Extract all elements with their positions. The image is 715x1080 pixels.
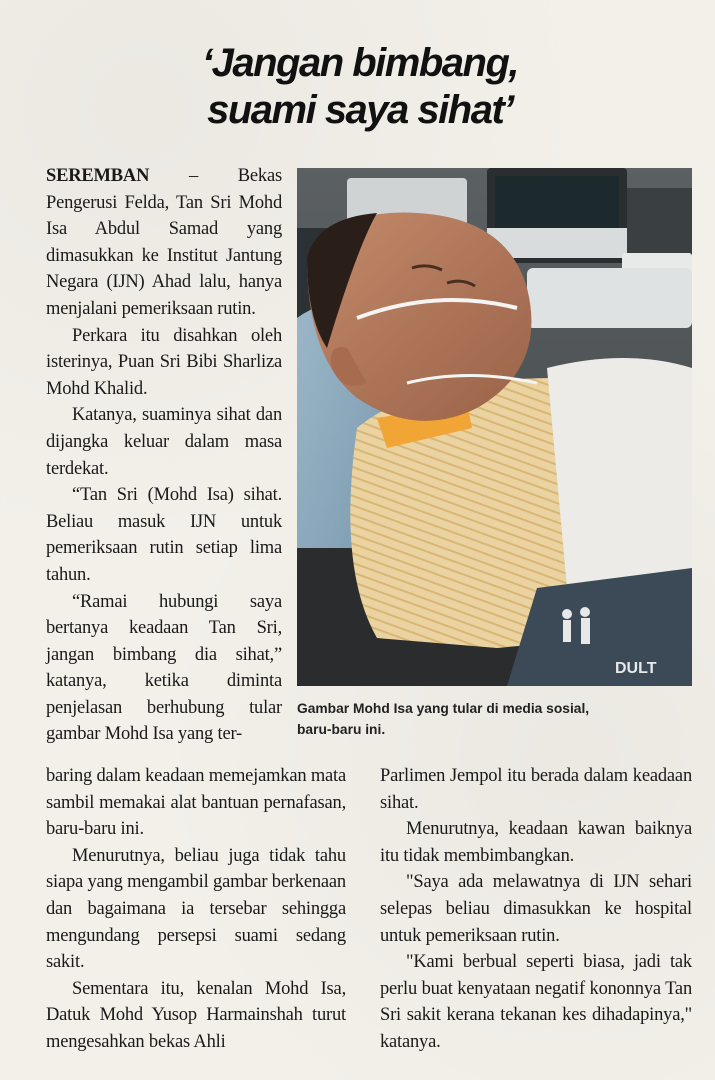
paragraph-1-text: – Bekas Pengerusi Felda, Tan Sri Mohd Isa Abdul Samad yang dimasukkan ke Institut Jantung Negara (IJN) Ahad lalu, hanya menjalani pemeriksaan rutin. bbox=[46, 166, 282, 319]
article-column-left-top bbox=[46, 163, 282, 748]
dateline: SEREMBAN bbox=[46, 166, 150, 186]
article-column-right bbox=[380, 763, 692, 1056]
headline-line-2: suami saya sihat’ bbox=[207, 88, 513, 132]
paragraph-6: Menurutnya, beliau juga tidak tahu siapa yang mengambil gambar berkenaan dan bagaimana ia tersebar sehingga mengundang persepsi suami sedang sakit. bbox=[46, 845, 346, 973]
cuff-label: DULT bbox=[615, 660, 657, 677]
paragraph-7: Sementara itu, kenalan Mohd Isa, Datuk Mohd Yusop Harmainshah turut mengesahkan bekas Ahli bbox=[46, 978, 346, 1052]
paragraph-7-continued: Parlimen Jempol itu berada dalam keadaan sihat. bbox=[380, 766, 692, 813]
article-column-left-bottom bbox=[46, 763, 346, 1056]
paragraph-9: "Saya ada melawatnya di IJN sehari selepas beliau dimasukkan ke hospital untuk pemeriksaan rutin. bbox=[380, 872, 692, 946]
caption-line-1: Gambar Mohd Isa yang tular di media sosial, bbox=[297, 701, 590, 716]
paragraph-10: "Kami berbual seperti biasa, jadi tak perlu buat kenyataan negatif kononnya Tan Sri sakit kerana tekanan kes dihadapinya," katanya. bbox=[380, 952, 692, 1052]
paragraph-1 bbox=[46, 163, 282, 323]
paragraph-5: “Ramai hubungi saya bertanya keadaan Tan Sri, jangan bimbang dia sihat,” katanya, ketika diminta penjelasan berhubung tular gambar Mohd Isa yang ter- bbox=[46, 591, 282, 745]
headline bbox=[150, 40, 570, 134]
caption-line-2: baru-baru ini. bbox=[297, 722, 386, 737]
patient-photo-illustration bbox=[297, 168, 692, 686]
headline-line-1: ‘Jangan bimbang, bbox=[201, 41, 519, 85]
paragraph-5-continued: baring dalam keadaan memejamkan mata sambil memakai alat bantuan pernafasan, baru-baru ini. bbox=[46, 766, 346, 840]
paragraph-8: Menurutnya, keadaan kawan baiknya itu tidak membimbangkan. bbox=[380, 819, 692, 866]
photo-caption bbox=[297, 698, 692, 740]
news-photo bbox=[297, 168, 692, 686]
paragraph-3: Katanya, suaminya sihat dan dijangka keluar dalam masa terdekat. bbox=[46, 405, 282, 479]
paragraph-4: “Tan Sri (Mohd Isa) sihat. Beliau masuk IJN untuk pemeriksaan rutin setiap lima tahun. bbox=[46, 485, 282, 585]
paragraph-2: Perkara itu disahkan oleh isterinya, Puan Sri Bibi Sharliza Mohd Khalid. bbox=[46, 325, 282, 399]
